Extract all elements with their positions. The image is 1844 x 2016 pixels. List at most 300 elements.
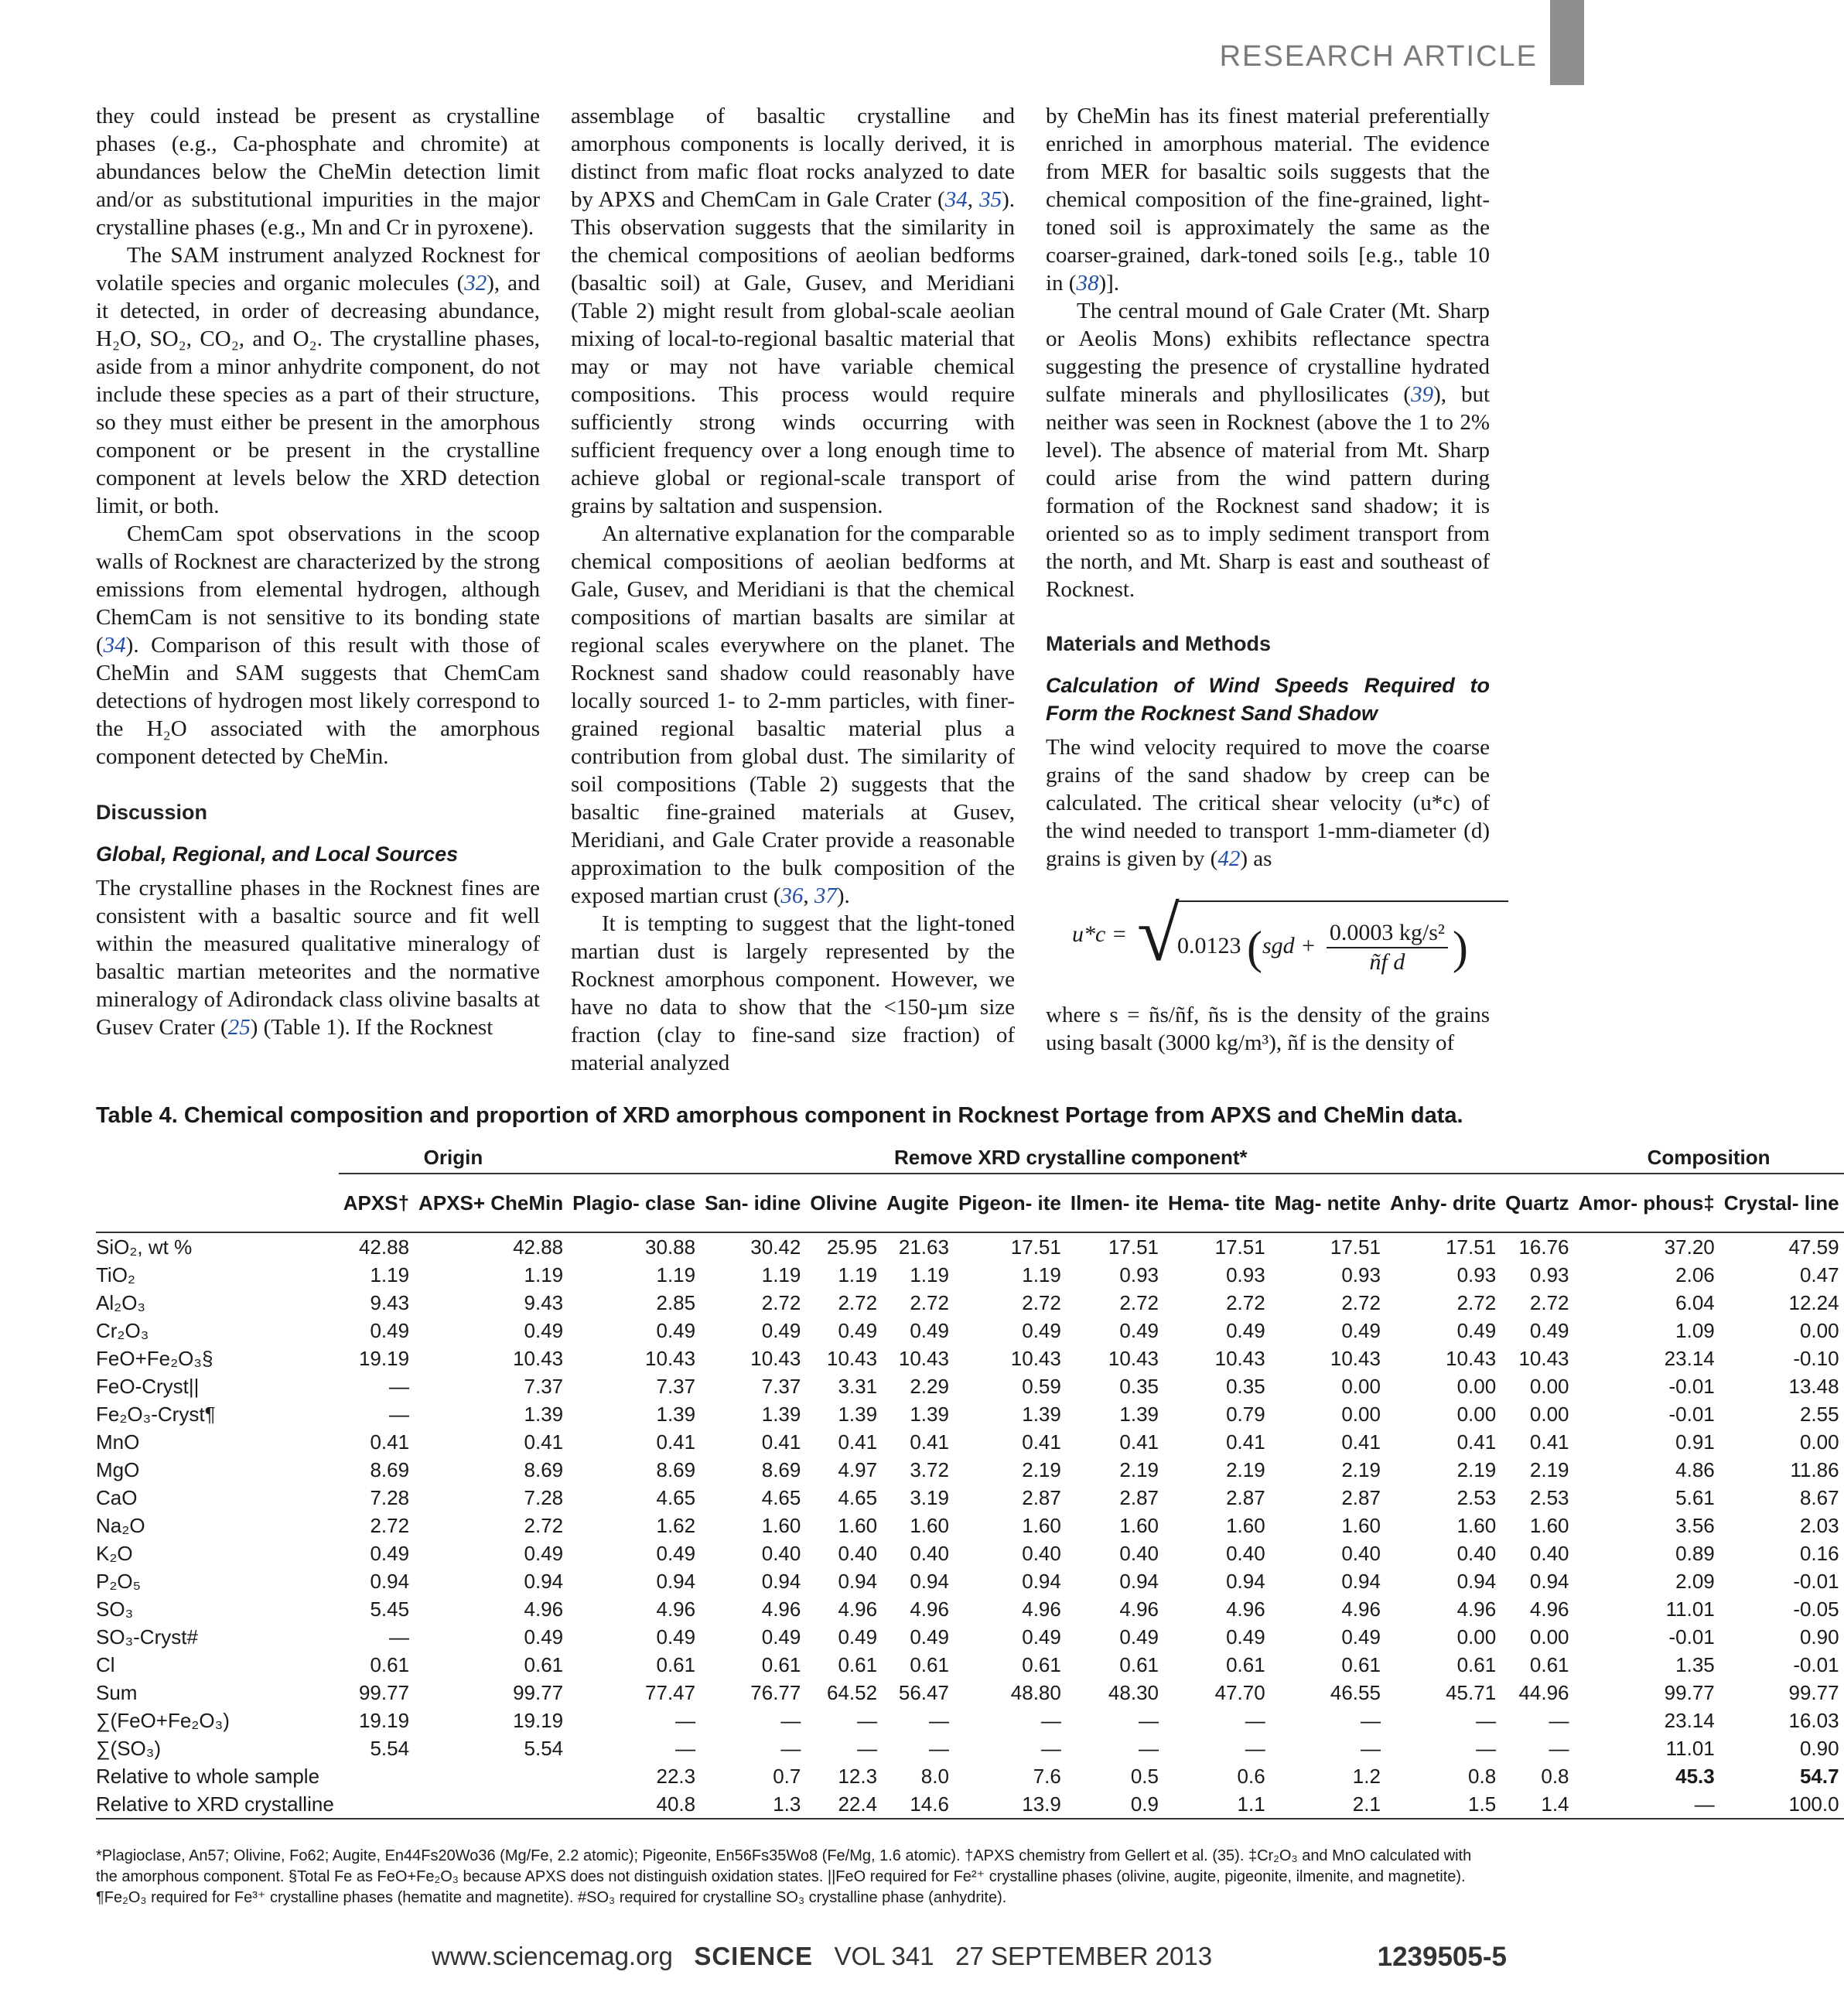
table-cell: 17.51 bbox=[1446, 1235, 1497, 1259]
table-cell: 0.41 bbox=[370, 1430, 410, 1454]
table-cell: 8.0 bbox=[920, 1764, 949, 1788]
paragraph: The central mound of Gale Crater (Mt. Sharp or Aeolis Mons) exhibits reflectance spectra suggesting the presence of crystalline hydrated sulfate minerals and phyllosilicates (39), but neither was seen in Rocknest (above the 1 to 2% level). The absence of material from Mt. Sharp could arise from the wind pattern during formation of the Rocknest sand shadow; it is oriented so as to imply sediment transport from the north, and Mt. Sharp is east and southeast of Rocknest. bbox=[1046, 299, 1491, 602]
row-label: ∑(SO₃) bbox=[96, 1736, 162, 1760]
row-label: TiO₂ bbox=[96, 1263, 136, 1286]
corner-tab bbox=[1550, 0, 1584, 85]
table-cell: 1.2 bbox=[1352, 1764, 1381, 1788]
table-cell: 1.4 bbox=[1501, 1790, 1573, 1819]
table-cell: 42.88 bbox=[513, 1235, 564, 1259]
table-cell: 2.19 bbox=[1341, 1457, 1381, 1481]
paragraph: where s = ñs/ñf, ñs is the density of the grains using basalt (3000 kg/m³), ñf is the density of bbox=[1046, 1003, 1490, 1055]
table-cell: 1.19 bbox=[838, 1263, 878, 1286]
table-cell: 1.35 bbox=[1675, 1652, 1715, 1676]
table-row bbox=[96, 1595, 1844, 1623]
table-cell: 10.43 bbox=[1330, 1346, 1381, 1370]
table-cell: — bbox=[1360, 1736, 1381, 1760]
page-number: 1239505-5 bbox=[1377, 1942, 1507, 1972]
table-cell: 40.8 bbox=[568, 1790, 700, 1819]
row-label: Na₂O bbox=[96, 1513, 145, 1537]
table-cell: 0.79 bbox=[1226, 1402, 1265, 1426]
column-header: Quartz bbox=[1501, 1174, 1573, 1232]
column-header: Plagio- clase bbox=[568, 1174, 700, 1232]
table-cell: 0.94 bbox=[1119, 1569, 1159, 1593]
paragraph: they could instead be present as crystalline phases (e.g., Ca-phosphate and chromite) at abundances below the CheMin detection limit and/or as substitutional impurities in the major crystalline phases (e.g., Mn and Cr in pyroxene). bbox=[96, 104, 540, 240]
table-cell: 47.59 bbox=[1788, 1235, 1839, 1259]
table-cell: 0.59 bbox=[1022, 1374, 1061, 1398]
table-cell: 12.24 bbox=[1788, 1290, 1839, 1314]
table-cell: 7.6 bbox=[1033, 1764, 1061, 1788]
table-cell: 22.3 bbox=[656, 1764, 696, 1788]
table-cell: 0.49 bbox=[1341, 1318, 1381, 1342]
table-row bbox=[96, 1372, 1844, 1400]
table-cell: 0.49 bbox=[1226, 1318, 1265, 1342]
table-cell: 2.72 bbox=[1022, 1290, 1061, 1314]
row-label: Cr₂O₃ bbox=[96, 1318, 149, 1342]
table-cell: 0.61 bbox=[1226, 1652, 1265, 1676]
table-cell: 3.31 bbox=[838, 1374, 878, 1398]
table-cell: 7.28 bbox=[524, 1485, 564, 1509]
table-cell: 4.96 bbox=[838, 1597, 878, 1621]
table-cell: 0.40 bbox=[761, 1541, 801, 1565]
table-cell: 77.47 bbox=[645, 1680, 696, 1704]
table-cell: 1.19 bbox=[656, 1263, 696, 1286]
table-cell: 0.00 bbox=[1341, 1402, 1381, 1426]
table-cell: — bbox=[1476, 1736, 1497, 1760]
table-cell: 4.96 bbox=[1119, 1597, 1159, 1621]
table-cell: 1.19 bbox=[910, 1263, 949, 1286]
table-cell: 0.35 bbox=[1226, 1374, 1265, 1398]
table-cell: 1.1 bbox=[1163, 1790, 1270, 1819]
group-header-origin: Origin bbox=[339, 1142, 568, 1174]
table-cell: 2.29 bbox=[910, 1374, 949, 1398]
table-cell: 1.19 bbox=[370, 1263, 410, 1286]
table-cell: 2.19 bbox=[1456, 1457, 1497, 1481]
table-cell: — bbox=[1245, 1708, 1265, 1732]
table-cell: 0.41 bbox=[1529, 1430, 1569, 1454]
table-cell: -0.05 bbox=[1793, 1597, 1839, 1621]
table-cell: 48.30 bbox=[1108, 1680, 1159, 1704]
table-cell: 0.49 bbox=[910, 1318, 949, 1342]
table-cell: — bbox=[780, 1708, 801, 1732]
table-cell: — bbox=[857, 1708, 878, 1732]
table-row bbox=[96, 1289, 1844, 1317]
table-cell: 10.43 bbox=[1108, 1346, 1159, 1370]
table-cell: -0.01 bbox=[1793, 1569, 1839, 1593]
reference-link[interactable]: 34 bbox=[103, 633, 126, 658]
reference-link[interactable]: 39 bbox=[1411, 382, 1434, 407]
table-cell: 0.00 bbox=[1529, 1374, 1569, 1398]
table-cell: — bbox=[1549, 1708, 1569, 1732]
table-cell: 17.51 bbox=[1010, 1235, 1061, 1259]
table-cell: 0.40 bbox=[1119, 1541, 1159, 1565]
table-cell: 0.00 bbox=[1529, 1625, 1569, 1649]
table-row bbox=[96, 1623, 1844, 1651]
table-cell: 5.45 bbox=[370, 1597, 410, 1621]
table-cell: 99.77 bbox=[358, 1680, 410, 1704]
equation-body: 0.0123 (sgd + $\frac{\text{0.0003 kg/s²}}{\text{ñf d}}$ ) bbox=[1177, 920, 1468, 975]
paragraph: The wind velocity required to move the coarse grains of the sand shadow by creep can be calculated. The critical shear velocity (u*c) of the wind needed to transport 1-mm-diameter (d) grains is given by (42) as bbox=[1046, 735, 1490, 871]
group-header-composition: Composition bbox=[1574, 1142, 1844, 1174]
row-label: SO₃ bbox=[96, 1597, 134, 1621]
table-cell: 0.49 bbox=[524, 1318, 564, 1342]
table-cell: 0.49 bbox=[1119, 1318, 1159, 1342]
table-cell: 0.94 bbox=[1226, 1569, 1265, 1593]
table-caption: Table 4. Chemical composition and proportion of XRD amorphous component in Rocknest Portage from APXS and CheMin data. bbox=[96, 1103, 1463, 1128]
data-table bbox=[96, 1142, 1844, 1820]
table-cell: — bbox=[1040, 1708, 1061, 1732]
table-cell: -0.01 bbox=[1793, 1652, 1839, 1676]
table-cell: 0.94 bbox=[838, 1569, 878, 1593]
table-cell: 0.94 bbox=[1456, 1569, 1497, 1593]
reference-link[interactable]: 25 bbox=[227, 1015, 251, 1040]
section-heading-methods: Materials and Methods bbox=[1046, 632, 1272, 655]
table-cell: 45.71 bbox=[1446, 1680, 1497, 1704]
table-cell: 8.69 bbox=[370, 1457, 410, 1481]
table-cell: 7.37 bbox=[524, 1374, 564, 1398]
table-cell: — bbox=[1245, 1736, 1265, 1760]
table-cell: 37.20 bbox=[1664, 1235, 1715, 1259]
section-heading-discussion: Discussion bbox=[96, 801, 208, 824]
table-cell: 2.53 bbox=[1529, 1485, 1569, 1509]
table-cell: 1.39 bbox=[838, 1402, 878, 1426]
table-footnotes: *Plagioclase, An57; Olivine, Fo62; Augite, En44Fs20Wo36 (Mg/Fe, 2.2 atomic); Pigeonite, En56Fs35Wo8 (Fe/Mg, 1.6 atomic). †APXS chemistry from Gellert et al. (35). ‡Cr₂O₃ and MnO calculated with the amorphous component. §Total Fe as FeO+Fe₂O₃ because APXS does not distinguish oxidation states. ||FeO required for Fe²⁺ crystalline phases (olivine, augite, pigeonite, ilmenite, and magnetite). ¶Fe₂O₃ required for Fe³⁺ crystalline phases (hematite and magnetite). #SO₃ required for crystalline SO₃ crystalline phase (anhydrite). bbox=[96, 1847, 1472, 1906]
table-cell: 0.94 bbox=[1341, 1569, 1381, 1593]
table-cell: 2.72 bbox=[524, 1513, 564, 1537]
table-cell: 0.49 bbox=[910, 1625, 949, 1649]
table-cell: 0.49 bbox=[838, 1625, 878, 1649]
table-cell: 1.09 bbox=[1675, 1318, 1715, 1342]
table-cell: 5.54 bbox=[524, 1736, 564, 1760]
table-cell: 1.39 bbox=[910, 1402, 949, 1426]
table-row bbox=[96, 1539, 1844, 1567]
table-cell: 45.3 bbox=[1675, 1764, 1715, 1788]
table-cell: — bbox=[1574, 1790, 1719, 1819]
table-cell: 1.3 bbox=[700, 1790, 805, 1819]
reference-link[interactable]: 32 bbox=[464, 271, 487, 296]
table-cell: 4.96 bbox=[761, 1597, 801, 1621]
table-row bbox=[96, 1232, 1844, 1261]
table-cell: 4.96 bbox=[910, 1597, 949, 1621]
table-cell: 4.96 bbox=[1226, 1597, 1265, 1621]
table-cell: 10.43 bbox=[1214, 1346, 1265, 1370]
table-row bbox=[96, 1567, 1844, 1595]
table-cell: 2.19 bbox=[1226, 1457, 1265, 1481]
table-cell: 1.60 bbox=[761, 1513, 801, 1537]
table-cell: 10.43 bbox=[1010, 1346, 1061, 1370]
table-cell: 0.93 bbox=[1456, 1263, 1497, 1286]
table-cell: 0.47 bbox=[1799, 1263, 1839, 1286]
table-cell: 11.86 bbox=[1790, 1457, 1839, 1481]
table-cell: 4.65 bbox=[761, 1485, 801, 1509]
table-cell: 0.94 bbox=[761, 1569, 801, 1593]
table-cell: 10.43 bbox=[750, 1346, 801, 1370]
table-cell: 2.85 bbox=[656, 1290, 696, 1314]
table-row bbox=[96, 1400, 1844, 1428]
table-cell: 13.9 bbox=[954, 1790, 1066, 1819]
table-cell: 0.61 bbox=[1456, 1652, 1497, 1676]
table-row bbox=[96, 1484, 1844, 1512]
row-label: Relative to whole sample bbox=[96, 1764, 320, 1788]
text-column-1 bbox=[96, 102, 540, 1041]
table-row bbox=[96, 1790, 1844, 1819]
table-cell: 4.65 bbox=[656, 1485, 696, 1509]
table-cell bbox=[414, 1790, 568, 1819]
reference-link[interactable]: 37 bbox=[814, 883, 837, 908]
table-cell: 1.60 bbox=[1022, 1513, 1061, 1537]
column-header: Olivine bbox=[805, 1174, 882, 1232]
table-cell: 2.03 bbox=[1799, 1513, 1839, 1537]
table-cell: 0.94 bbox=[910, 1569, 949, 1593]
row-label: ∑(FeO+Fe₂O₃) bbox=[96, 1708, 230, 1732]
table-cell: 8.69 bbox=[761, 1457, 801, 1481]
text-column-2 bbox=[571, 102, 1015, 1077]
group-header-remove: Remove XRD crystalline component* bbox=[568, 1142, 1573, 1174]
table-cell: 8.69 bbox=[524, 1457, 564, 1481]
table-cell: 21.63 bbox=[898, 1235, 949, 1259]
table-cell: — bbox=[857, 1736, 878, 1760]
row-label: MgO bbox=[96, 1457, 140, 1481]
table-cell: 0.49 bbox=[1529, 1318, 1569, 1342]
table-cell: 2.72 bbox=[1226, 1290, 1265, 1314]
footer-date: 27 SEPTEMBER 2013 bbox=[955, 1942, 1213, 1970]
table-cell: 19.19 bbox=[358, 1708, 410, 1732]
table-cell: 2.72 bbox=[838, 1290, 878, 1314]
table-cell: 0.49 bbox=[1341, 1625, 1381, 1649]
table-cell bbox=[339, 1790, 414, 1819]
table-cell: 0.93 bbox=[1529, 1263, 1569, 1286]
column-header: APXS† bbox=[339, 1174, 414, 1232]
text-column-3 bbox=[1046, 102, 1490, 1057]
table-cell: 0.49 bbox=[1456, 1318, 1497, 1342]
table-cell: 2.1 bbox=[1270, 1790, 1385, 1819]
table-cell: 3.19 bbox=[910, 1485, 949, 1509]
table-cell: 1.39 bbox=[761, 1402, 801, 1426]
table-cell: 0.41 bbox=[1456, 1430, 1497, 1454]
table-cell: 14.6 bbox=[882, 1790, 954, 1819]
table-cell: 44.96 bbox=[1518, 1680, 1569, 1704]
table-cell: 9.43 bbox=[524, 1290, 564, 1314]
table-cell: 0.49 bbox=[524, 1541, 564, 1565]
table-cell: — bbox=[389, 1374, 410, 1398]
table-cell: -0.01 bbox=[1668, 1374, 1715, 1398]
table-cell: 0.94 bbox=[1529, 1569, 1569, 1593]
reference-link[interactable]: 38 bbox=[1076, 271, 1099, 296]
table-cell: 0.9 bbox=[1066, 1790, 1163, 1819]
page-footer bbox=[432, 1942, 1507, 1971]
reference-link[interactable]: 35 bbox=[979, 187, 1002, 212]
table-cell: 0.61 bbox=[761, 1652, 801, 1676]
table-cell: 0.40 bbox=[910, 1541, 949, 1565]
table-cell: 100.0 bbox=[1719, 1790, 1844, 1819]
table-cell: 0.8 bbox=[1468, 1764, 1497, 1788]
table-cell: 13.48 bbox=[1788, 1374, 1839, 1398]
table-cell: 0.00 bbox=[1799, 1430, 1839, 1454]
table-cell: 2.72 bbox=[1456, 1290, 1497, 1314]
table-cell: 99.77 bbox=[1664, 1680, 1715, 1704]
table-cell: 19.19 bbox=[358, 1346, 410, 1370]
table-cell: 0.40 bbox=[1529, 1541, 1569, 1565]
section-header: RESEARCH ARTICLE bbox=[1219, 40, 1538, 73]
table-cell: 1.60 bbox=[1119, 1513, 1159, 1537]
table-cell: 2.53 bbox=[1456, 1485, 1497, 1509]
table-cell: 10.43 bbox=[513, 1346, 564, 1370]
table-cell: 0.61 bbox=[1119, 1652, 1159, 1676]
table-cell: 0.49 bbox=[1119, 1625, 1159, 1649]
table-cell: 0.49 bbox=[761, 1625, 801, 1649]
footer-url[interactable]: www.sciencemag.org bbox=[432, 1942, 673, 1970]
table-cell: 17.51 bbox=[1330, 1235, 1381, 1259]
table-row bbox=[96, 1261, 1844, 1289]
table-cell: 0.93 bbox=[1226, 1263, 1265, 1286]
table-cell: 0.61 bbox=[910, 1652, 949, 1676]
table-cell: 0.49 bbox=[370, 1318, 410, 1342]
footer-volume: VOL 341 bbox=[834, 1942, 934, 1970]
table-cell: 16.03 bbox=[1788, 1708, 1839, 1732]
table-cell: — bbox=[928, 1708, 949, 1732]
table-cell: 2.72 bbox=[910, 1290, 949, 1314]
table-cell: 0.49 bbox=[1226, 1625, 1265, 1649]
subsection-heading: Calculation of Wind Speeds Required to Form the Rocknest Sand Shadow bbox=[1046, 674, 1490, 725]
table-cell: 4.96 bbox=[1022, 1597, 1061, 1621]
table-cell: 1.19 bbox=[761, 1263, 801, 1286]
table-cell: 1.19 bbox=[1022, 1263, 1061, 1286]
table-cell: 0.91 bbox=[1675, 1430, 1715, 1454]
table-cell: 42.88 bbox=[358, 1235, 410, 1259]
column-header: APXS+ CheMin bbox=[414, 1174, 568, 1232]
table-cell: 1.39 bbox=[656, 1402, 696, 1426]
table-row bbox=[96, 1734, 1844, 1762]
table-cell: 0.41 bbox=[524, 1430, 564, 1454]
table-cell: 2.72 bbox=[1341, 1290, 1381, 1314]
table-cell bbox=[414, 1762, 568, 1790]
table-row bbox=[96, 1707, 1844, 1734]
table-cell: 0.41 bbox=[910, 1430, 949, 1454]
table-cell: — bbox=[1549, 1736, 1569, 1760]
row-label: Cl bbox=[96, 1652, 115, 1676]
table-cell: 0.49 bbox=[524, 1625, 564, 1649]
table-cell: 0.8 bbox=[1541, 1764, 1569, 1788]
equation bbox=[1046, 891, 1490, 981]
table-cell: 17.51 bbox=[1214, 1235, 1265, 1259]
table-cell: 0.49 bbox=[1022, 1318, 1061, 1342]
table-cell: 0.00 bbox=[1341, 1374, 1381, 1398]
row-label: MnO bbox=[96, 1430, 140, 1454]
table-cell: 0.00 bbox=[1456, 1402, 1497, 1426]
table-cell: 0.94 bbox=[524, 1569, 564, 1593]
table-cell: 22.4 bbox=[805, 1790, 882, 1819]
table-cell: 11.01 bbox=[1665, 1736, 1715, 1760]
table-cell: 0.61 bbox=[1529, 1652, 1569, 1676]
table-cell: 99.77 bbox=[513, 1680, 564, 1704]
table-cell: — bbox=[675, 1736, 696, 1760]
row-label: P₂O₅ bbox=[96, 1569, 142, 1593]
table-cell: — bbox=[1476, 1708, 1497, 1732]
table-cell: 0.94 bbox=[370, 1569, 410, 1593]
table-cell: 0.41 bbox=[1341, 1430, 1381, 1454]
table-row bbox=[96, 1762, 1844, 1790]
table-cell: 1.60 bbox=[1456, 1513, 1497, 1537]
table-cell: 16.76 bbox=[1518, 1235, 1569, 1259]
paragraph: An alternative explanation for the comparable chemical compositions of aeolian bedforms at Gale, Gusev, and Meridiani is that the chemical compositions of martian basalts are similar at regional scales everywhere on the planet. The Rocknest sand shadow could reasonably have locally sourced 1- to 2-mm particles, with finer-grained regional basaltic material plus a contribution from global dust. The similarity of soil compositions (Table 2) suggests that the basaltic fine-grained materials at Gusev, Meridiani, and Gale Crater provide a reasonable approximation to the bulk composition of the exposed martian crust (36, 37). bbox=[571, 521, 1015, 908]
table-cell: 0.90 bbox=[1799, 1736, 1839, 1760]
table-cell: 0.40 bbox=[1226, 1541, 1265, 1565]
table-cell: 0.49 bbox=[761, 1318, 801, 1342]
table-cell: 1.60 bbox=[1341, 1513, 1381, 1537]
table-cell: 0.6 bbox=[1237, 1764, 1265, 1788]
paragraph: ChemCam spot observations in the scoop walls of Rocknest are characterized by the strong emissions from elemental hydrogen, although ChemCam is not sensitive to its bonding state (34). Comparison of this result with those of CheMin and SAM suggests that ChemCam detections of hydrogen most likely correspond to the H₂O associated with the amorphous component detected by CheMin. bbox=[96, 521, 540, 769]
paragraph: by CheMin has its finest material preferentially enriched in amorphous material. The evidence from MER for basaltic soils suggests that the chemical composition of the fine-grained, light-toned soil is approximately the same as the coarser-grained, dark-toned soils [e.g., table 10 in (38)]. bbox=[1046, 104, 1490, 296]
table-cell: 2.72 bbox=[761, 1290, 801, 1314]
table-cell: -0.01 bbox=[1668, 1625, 1715, 1649]
table-cell: 0.41 bbox=[838, 1430, 878, 1454]
table-cell: 25.95 bbox=[826, 1235, 878, 1259]
table-cell: 1.39 bbox=[524, 1402, 564, 1426]
sqrt-symbol: √ bbox=[1137, 891, 1180, 977]
reference-link[interactable]: 42 bbox=[1217, 846, 1241, 871]
table-row bbox=[96, 1317, 1844, 1345]
table-row bbox=[96, 1679, 1844, 1707]
column-header: Ilmen- ite bbox=[1066, 1174, 1163, 1232]
row-label: Sum bbox=[96, 1680, 138, 1704]
row-label: SO₃-Cryst# bbox=[96, 1625, 198, 1649]
table-cell: 4.96 bbox=[524, 1597, 564, 1621]
table-cell: 10.43 bbox=[645, 1346, 696, 1370]
table-cell: 0.00 bbox=[1529, 1402, 1569, 1426]
table-cell: 0.5 bbox=[1130, 1764, 1159, 1788]
table-cell: 0.7 bbox=[773, 1764, 801, 1788]
table-cell: 3.72 bbox=[910, 1457, 949, 1481]
table-row bbox=[96, 1651, 1844, 1679]
table-cell: 0.61 bbox=[1341, 1652, 1381, 1676]
table-cell: 0.61 bbox=[656, 1652, 696, 1676]
paragraph: It is tempting to suggest that the light-toned martian dust is largely represented by the Rocknest amorphous component. However, we have no data to show that the <150-µm size fraction (clay to fine-sand size fraction) of material analyzed bbox=[571, 911, 1015, 1075]
column-header: Mag- netite bbox=[1270, 1174, 1385, 1232]
table-cell: 0.49 bbox=[656, 1541, 696, 1565]
column-header: Amor- phous‡ bbox=[1574, 1174, 1719, 1232]
table-cell: 1.62 bbox=[656, 1513, 696, 1537]
table-cell: 19.19 bbox=[513, 1708, 564, 1732]
footer-journal: SCIENCE bbox=[694, 1942, 814, 1970]
table-cell: 2.06 bbox=[1675, 1263, 1715, 1286]
table-cell: — bbox=[1040, 1736, 1061, 1760]
table-cell: 2.72 bbox=[370, 1513, 410, 1537]
row-label: K₂O bbox=[96, 1541, 133, 1565]
table-cell: 4.65 bbox=[838, 1485, 878, 1509]
table-cell: 3.56 bbox=[1675, 1513, 1715, 1537]
table-cell: 56.47 bbox=[898, 1680, 949, 1704]
column-header: Augite bbox=[882, 1174, 954, 1232]
table-cell: — bbox=[389, 1402, 410, 1426]
paragraph: The SAM instrument analyzed Rocknest for volatile species and organic molecules (32), and it detected, in order of decreasing abundance, H₂O, SO₂, CO₂, and O₂. The crystalline phases, aside from a minor anhydrite component, do not include these species as a part of their structure, so they must either be present in the amorphous component or be present in the crystalline component at levels below the XRD detection limit, or both. bbox=[96, 243, 541, 518]
table-cell: 0.49 bbox=[1022, 1625, 1061, 1649]
table-cell: 0.41 bbox=[761, 1430, 801, 1454]
table-cell: 0.94 bbox=[656, 1569, 696, 1593]
table-cell: 0.94 bbox=[1022, 1569, 1061, 1593]
table-cell: 0.61 bbox=[370, 1652, 410, 1676]
equation-lhs: u*c = bbox=[1072, 921, 1128, 947]
table-cell: 2.72 bbox=[1119, 1290, 1159, 1314]
reference-link[interactable]: 36 bbox=[780, 883, 804, 908]
reference-link[interactable]: 34 bbox=[944, 187, 968, 212]
table-cell: 4.96 bbox=[1529, 1597, 1569, 1621]
column-header: San- idine bbox=[700, 1174, 805, 1232]
table-cell: 0.41 bbox=[1119, 1430, 1159, 1454]
table-cell: 8.69 bbox=[656, 1457, 696, 1481]
table-cell: — bbox=[780, 1736, 801, 1760]
table-cell: 99.77 bbox=[1788, 1680, 1839, 1704]
sqrt-bar bbox=[1176, 900, 1508, 902]
row-label: Relative to XRD crystalline bbox=[96, 1790, 339, 1819]
